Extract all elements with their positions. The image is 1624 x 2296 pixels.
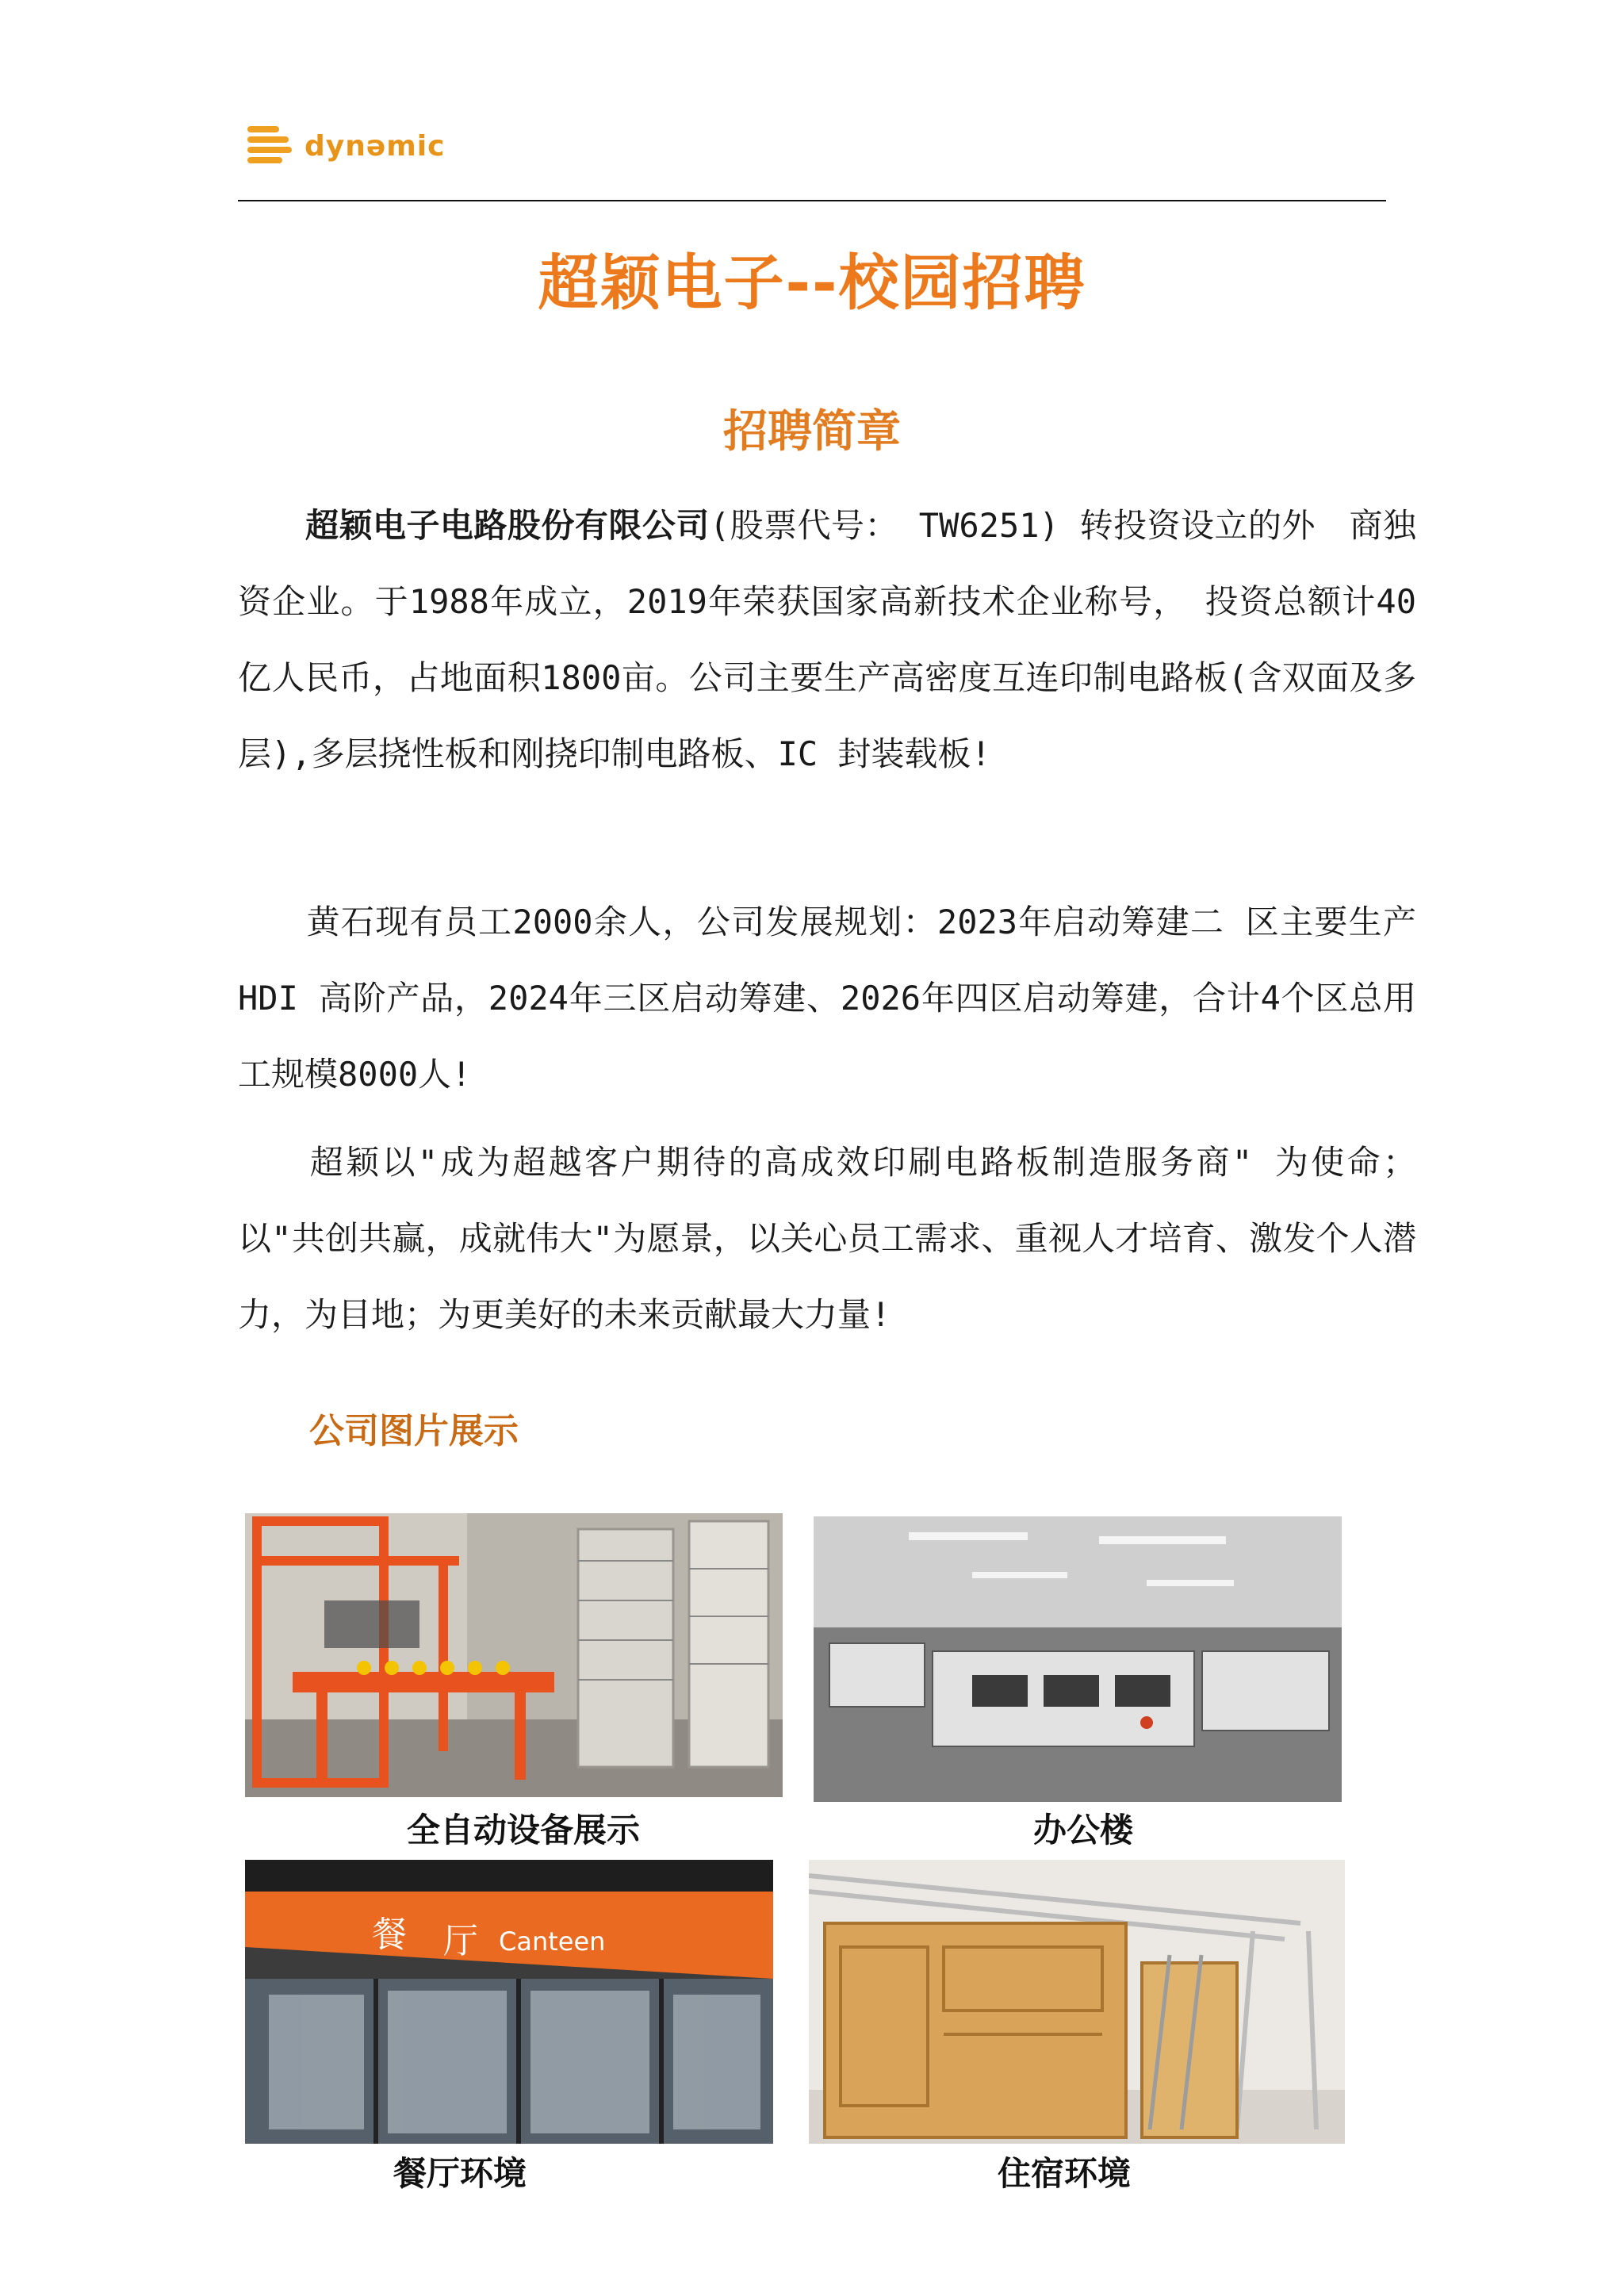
header-divider	[238, 200, 1386, 201]
canteen-sign-cn1: 餐	[372, 1915, 407, 1955]
photo-dormitory	[809, 1860, 1345, 2144]
plan-paragraph	[238, 884, 1416, 1113]
mission-text: 超颖以"成为超越客户期待的高成效印刷电路板制造服务商" 为使命；以"共创共赢，成就伟大"为愿景，以关心员工需求、重视人才培育、激发个人潜力，为目地；为更美好的未来贡献最大力量!	[238, 1143, 1416, 1334]
intro-text: (股票代号： TW6251) 转投资设立的外 商独资企业。于1988年成立，2019年荣获国家高新技术企业称号， 投资总额计40亿人民币，占地面积1800亩。公司主要生产高密度互连印制电路板(含双面及多层),多层挠性板和刚挠印制电路板、IC 封装载板!	[238, 506, 1416, 773]
intro-paragraph	[238, 488, 1416, 792]
company-name: 超颖电子电路股份有限公司	[304, 506, 710, 545]
mission-paragraph	[238, 1125, 1416, 1353]
logo-text: dynəmic	[304, 129, 446, 163]
caption-dormitory: 住宿环境	[997, 2154, 1131, 2193]
canteen-sign-en: Canteen	[499, 1926, 606, 1957]
section-title: 招聘简章	[723, 406, 901, 458]
caption-office-building: 办公楼	[1032, 1811, 1133, 1849]
page-title: 超颖电子--校园招聘	[538, 247, 1086, 318]
photo-canteen	[245, 1860, 773, 2144]
photo-office-building	[814, 1516, 1342, 1802]
company-logo	[247, 123, 445, 169]
photo-automation-equipment	[245, 1513, 783, 1797]
plan-text: 黄石现有员工2000余人，公司发展规划：2023年启动筹建二 区主要生产HDI 高阶产品，2024年三区启动筹建、2026年四区启动筹建，合计4个区总用工规模8000人!	[238, 903, 1416, 1094]
caption-automation-equipment: 全自动设备展示	[406, 1811, 640, 1849]
logo-bars-icon	[247, 123, 293, 169]
caption-canteen: 餐厅环境	[393, 2154, 527, 2193]
gallery-title: 公司图片展示	[309, 1411, 519, 1451]
canteen-sign-cn2: 厅	[443, 1921, 478, 1961]
